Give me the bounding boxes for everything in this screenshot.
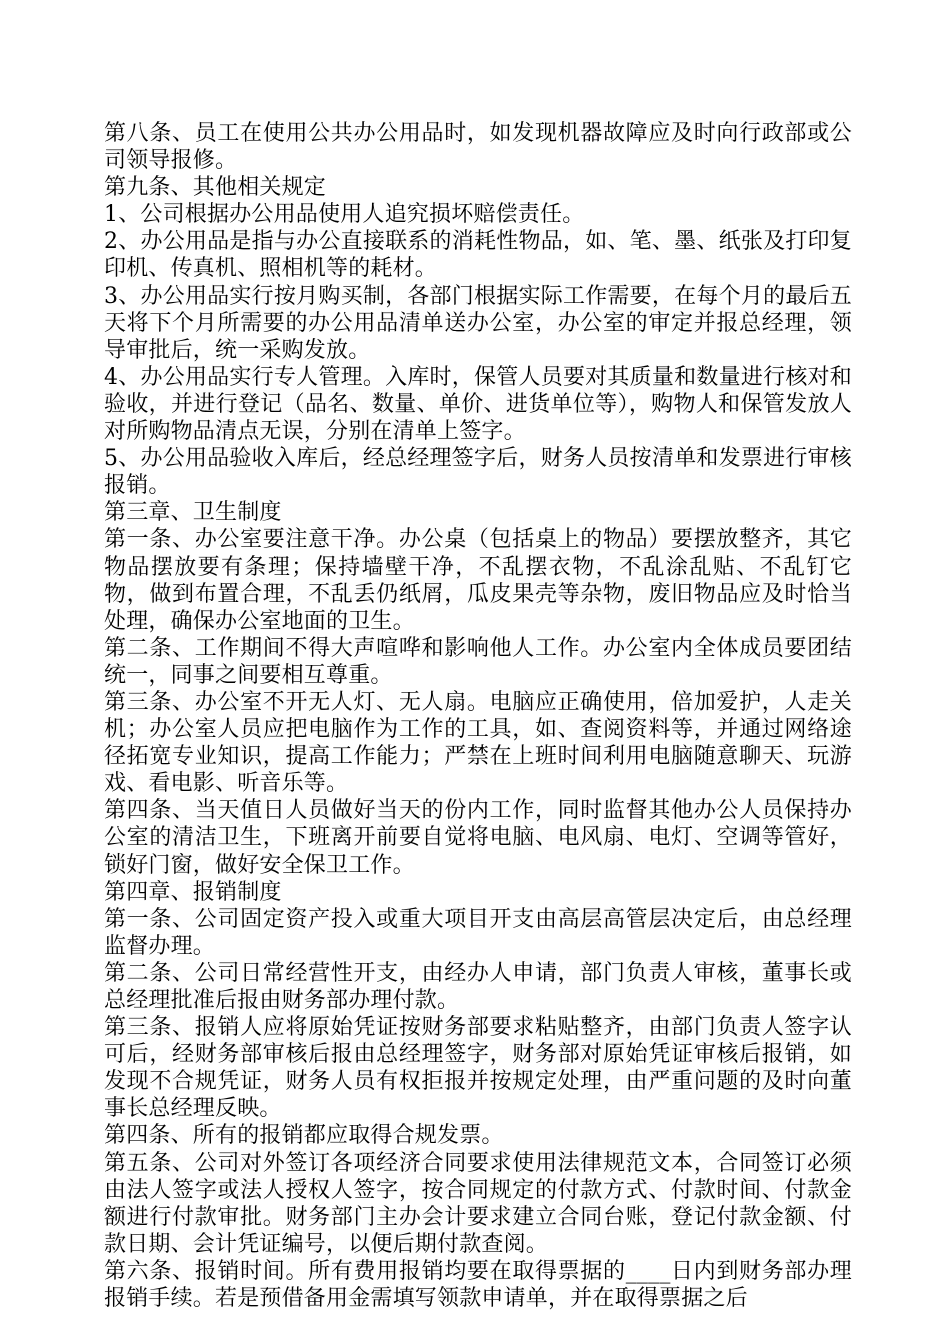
paragraph-rule-3: 3、办公用品实行按月购买制，各部门根据实际工作需要，在每个月的最后五天将下个月所需要的办公用品清单送办公室，办公室的审定并报总经理，领导审批后，统一采购发放。 [104, 283, 852, 363]
paragraph-ch3-article-1: 第一条、办公室要注意干净。办公桌（包括桌上的物品）要摆放整齐，其它物品摆放要有条理；保持墙壁干净，不乱摆衣物，不乱涂乱贴、不乱钉它物，做到布置合理，不乱丢仍纸屑，瓜皮果壳等杂物，废旧物品应及时恰当处理，确保办公室地面的卫生。 [104, 527, 852, 634]
paragraph-rule-2: 2、办公用品是指与办公直接联系的消耗性物品，如、笔、墨、纸张及打印复印机、传真机、照相机等的耗材。 [104, 229, 852, 282]
paragraph-rule-1: 1、公司根据办公用品使用人追究损坏赔偿责任。 [104, 202, 585, 228]
paragraph-rule-4: 4、办公用品实行专人管理。入库时，保管人员要对其质量和数量进行核对和验收，并进行登记（品名、数量、单价、进货单位等），购物人和保管发放人对所购物品清点无误，分别在清单上签字。 [104, 364, 852, 445]
paragraph-ch4-article-6: 第六条、报销时间。所有费用报销均要在取得票据的____日内到财务部办理报销手续。若是预借备用金需填写领款申请单，并在取得票据之后 [104, 1258, 852, 1312]
paragraph-ch4-article-3: 第三条、报销人应将原始凭证按财务部要求粘贴整齐，由部门负责人签字认可后，经财务部审核后报由总经理签字，财务部对原始凭证审核后报销，如发现不合规凭证，财务人员有权拒报并按规定处理，由严重问题的及时向董事长总经理反映。 [104, 1015, 852, 1122]
paragraph-ch3-article-4: 第四条、当天值日人员做好当天的份内工作，同时监督其他办公人员保持办公室的清洁卫生，下班离开前要自觉将电脑、电风扇、电灯、空调等管好，锁好门窗，做好安全保卫工作。 [104, 798, 852, 878]
paragraph-article-9-heading: 第九条、其他相关规定 [104, 175, 327, 201]
paragraph-ch4-article-4: 第四条、所有的报销都应取得合规发票。 [104, 1123, 504, 1149]
paragraph-ch4-article-2: 第二条、公司日常经营性开支，由经办人申请，部门负责人审核，董事长或总经理批准后报由财务部办理付款。 [104, 960, 852, 1013]
paragraph-article-8: 第八条、员工在使用公共办公用品时，如发现机器故障应及时向行政部或公司领导报修。 [104, 121, 852, 174]
paragraph-ch3-article-2: 第二条、工作期间不得大声喧哗和影响他人工作。办公室内全体成员要团结统一，同事之间要相互尊重。 [104, 635, 852, 688]
chapter-3-heading: 第三章、卫生制度 [104, 500, 282, 526]
chapter-4-heading: 第四章、报销制度 [104, 879, 282, 905]
paragraph-ch3-article-3: 第三条、办公室不开无人灯、无人扇。电脑应正确使用，倍加爱护，人走关机；办公室人员应把电脑作为工作的工具，如、查阅资料等，并通过网络途径拓宽专业知识，提高工作能力；严禁在上班时间利用电脑随意聊天、玩游戏、看电影、听音乐等。 [104, 689, 852, 797]
paragraph-rule-5: 5、办公用品验收入库后，经总经理签字后，财务人员按清单和发票进行审核报销。 [104, 446, 852, 499]
document-body [104, 120, 852, 1312]
paragraph-ch4-article-5: 第五条、公司对外签订各项经济合同要求使用法律规范文本，合同签订必须由法人签字或法人授权人签字，按合同规定的付款方式、付款时间、付款金额进行付款审批。财务部门主办会计要求建立合同台账，登记付款金额、付款日期、会计凭证编号，以便后期付款查阅。 [104, 1150, 852, 1257]
paragraph-ch4-article-1: 第一条、公司固定资产投入或重大项目开支由高层高管层决定后，由总经理监督办理。 [104, 906, 852, 959]
